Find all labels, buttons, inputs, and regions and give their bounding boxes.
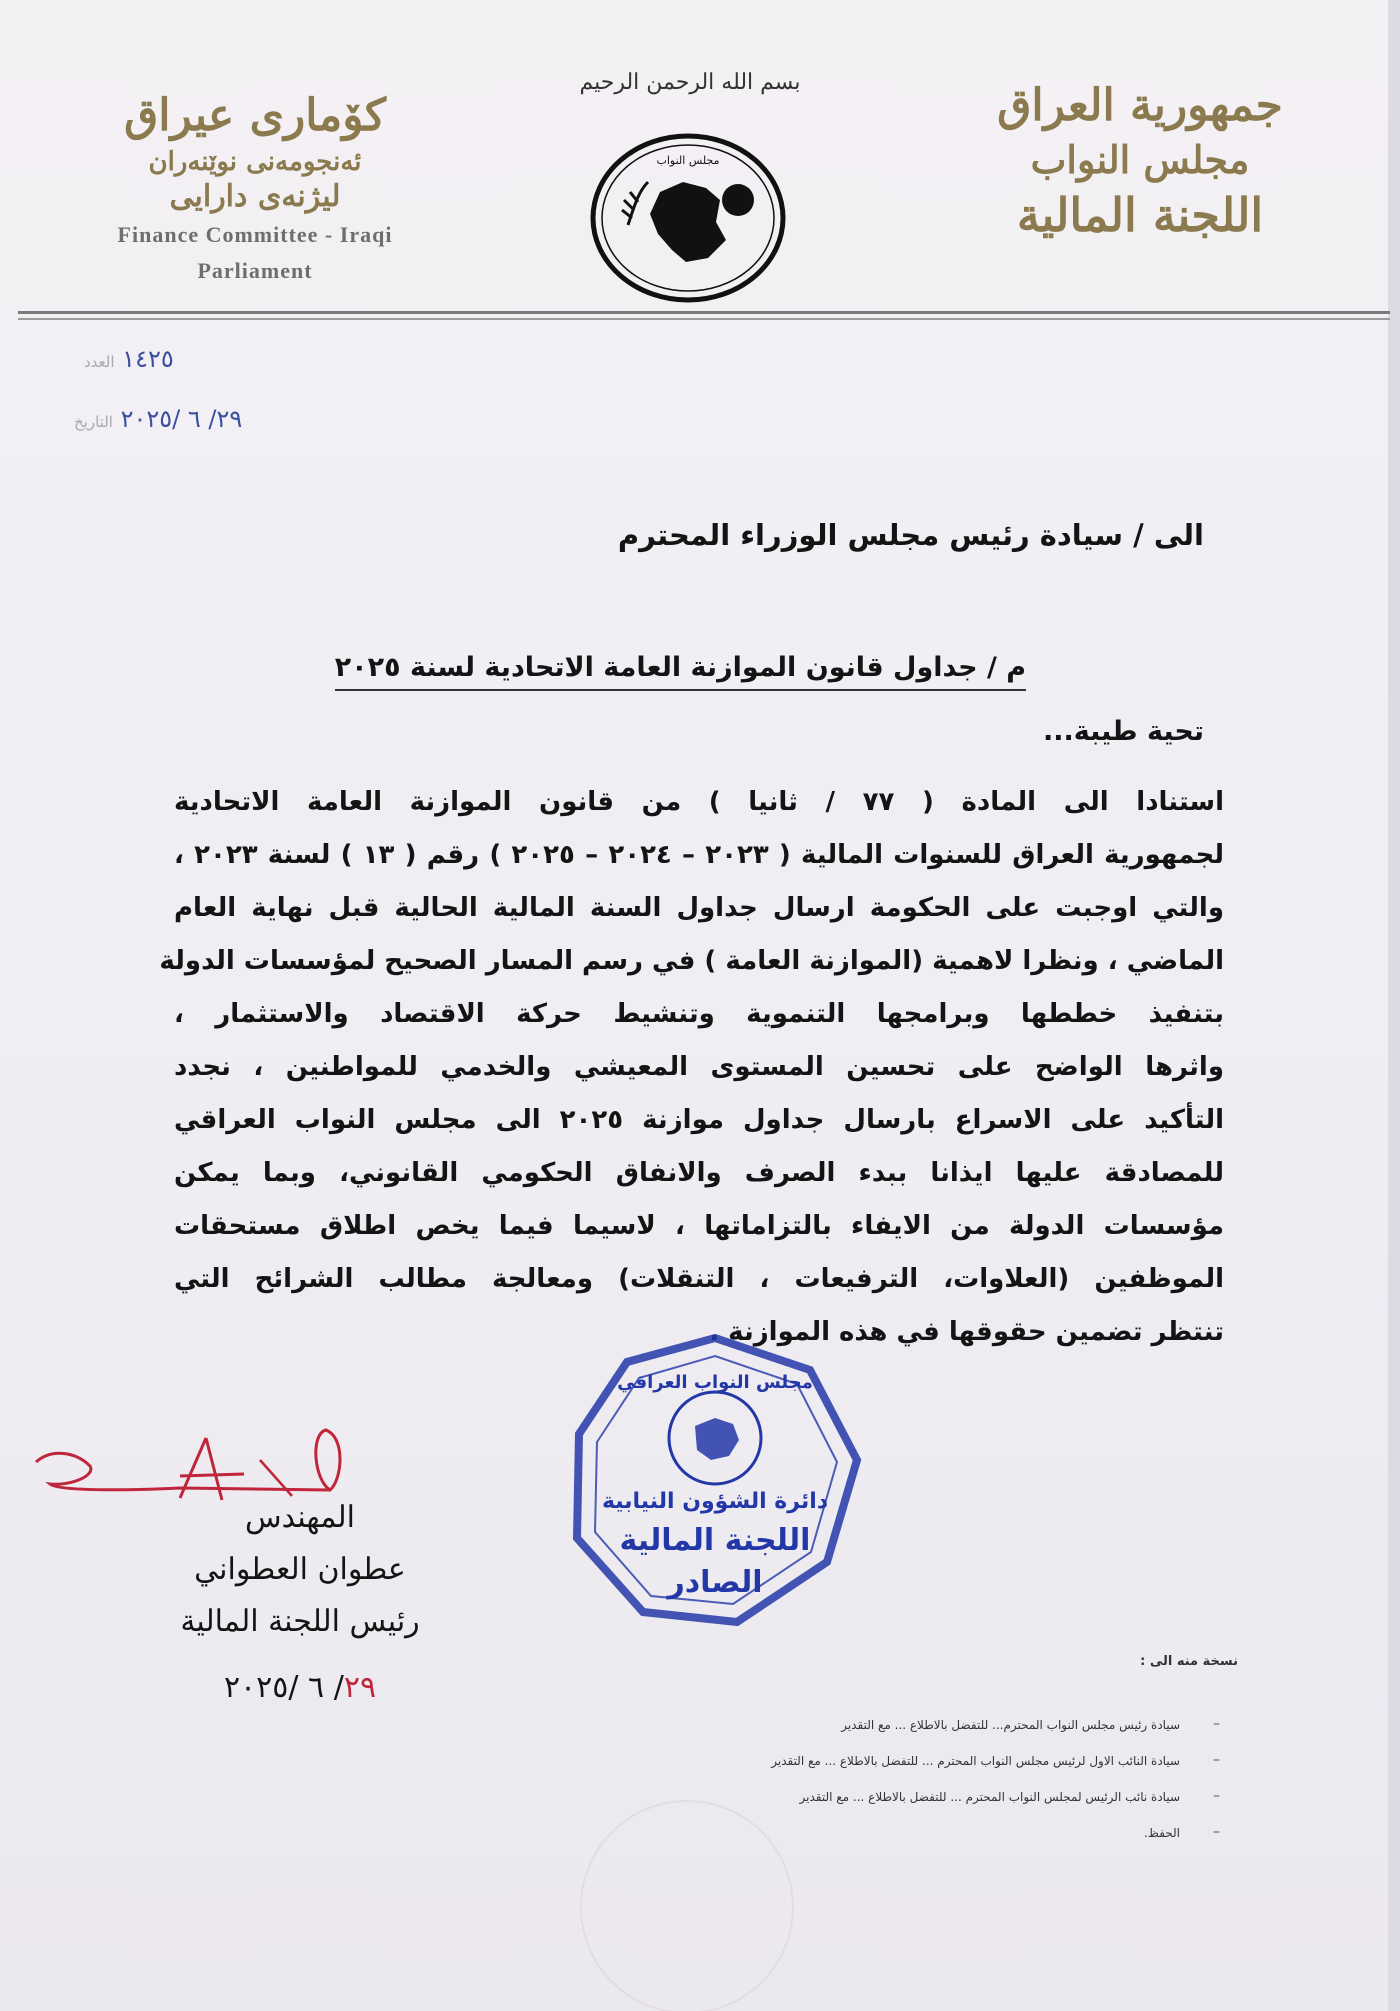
cc-item: سيادة النائب الاول لرئيس مجلس النواب المحترم ... للتفضل بالاطلاع ... مع التقدير	[771, 1754, 1180, 1768]
cc-item: سيادة نائب الرئيس لمجلس النواب المحترم ... للتفضل بالاطلاع ... مع التقدير	[799, 1790, 1180, 1804]
arabic-line-3: اللجنة المالية	[1016, 188, 1264, 242]
kurdish-line-1: کۆماری عیراق	[124, 90, 386, 141]
cc-bullet: –	[1213, 1752, 1220, 1768]
addressee: الى / سيادة رئيس مجلس الوزراء المحترم	[617, 518, 1204, 552]
body-line: للمصادقة عليها ايذانا ببدء الصرف والانفاق الحكومي القانوني، وبما يمكن	[174, 1158, 1224, 1188]
signatory-position: رئيس اللجنة المالية	[180, 1604, 420, 1639]
kurdish-line-3: لیژنەی دارایی	[169, 179, 341, 214]
reference-number-value: ١٤٢٥	[122, 345, 174, 373]
cc-title: نسخة منه الى :	[1140, 1654, 1238, 1669]
subject-line: م / جداول قانون الموازنة العامة الاتحادية لسنة ٢٠٢٥	[335, 652, 1026, 691]
body-line: واثرها الواضح على تحسين المستوى المعيشي والخدمي للمواطنين ، نجدد	[174, 1052, 1224, 1082]
arabic-line-1: جمهورية العراق	[997, 80, 1283, 131]
iraqi-parliament-emblem-icon	[588, 130, 788, 309]
signature-date-rest: / ٦ /٢٠٢٥	[223, 1670, 344, 1705]
body-line: التأكيد على الاسراع بارسال جداول موازنة ٢٠٢٥ الى مجلس النواب العراقي	[174, 1105, 1224, 1135]
stamp-ring-text: مجلس النواب العراقي	[617, 1372, 813, 1393]
reference-number-label: العدد	[84, 353, 115, 371]
cc-bullet: –	[1213, 1716, 1220, 1732]
paper-edge	[1388, 0, 1400, 2011]
official-stamp	[565, 1330, 865, 1634]
english-line-2: Parliament	[197, 258, 313, 283]
reference-date-value: ٢٩/ ٦ /٢٠٢٥	[120, 405, 243, 433]
header-right	[990, 80, 1290, 242]
cc-bullet: –	[1213, 1788, 1220, 1804]
body-line: الماضي ، ونظرا لاهمية (الموازنة العامة ) في رسم المسار الصحيح لمؤسسات الدولة	[159, 946, 1224, 976]
signature-date	[150, 1662, 450, 1714]
header-left	[60, 90, 450, 286]
basmala: بسم الله الرحمن الرحيم	[579, 70, 801, 95]
cc-bullet: –	[1213, 1824, 1220, 1840]
embossed-seal	[580, 1800, 794, 2011]
reference-date	[60, 405, 242, 433]
body-line: لجمهورية العراق للسنوات المالية ( ٢٠٢٣ – ٢٠٢٤ – ٢٠٢٥ ) رقم ( ١٣ ) لسنة ٢٠٢٣ ،	[174, 840, 1225, 870]
header-rule-thin	[18, 318, 1390, 320]
body-line: مؤسسات الدولة من الايفاء بالتزاماتها ، لاسيما فيما يخص اطلاق مستحقات	[174, 1211, 1224, 1241]
body-paragraph	[159, 776, 1225, 1359]
signature-date-day: ٢٩	[343, 1670, 377, 1705]
cc-item: سيادة رئيس مجلس النواب المحترم... للتفضل بالاطلاع ... مع التقدير	[841, 1718, 1180, 1732]
signatory-title: المهندس	[244, 1500, 356, 1535]
emblem-text: مجلس النواب	[656, 154, 720, 167]
body-line: استنادا الى المادة ( ٧٧ / ثانيا ) من قانون الموازنة العامة الاتحادية	[174, 787, 1225, 817]
stamp-line-3: الصادر	[667, 1565, 763, 1600]
body-line: الموظفين (العلاوات، الترفيعات ، التنقلات) ومعالجة مطالب الشرائح التي	[174, 1264, 1224, 1294]
reference-number	[70, 345, 174, 373]
kurdish-line-2: ئەنجومەنی نوێنەران	[148, 147, 362, 177]
signature-block	[150, 1492, 450, 1714]
stamp-line-2: اللجنة المالية	[619, 1523, 811, 1558]
body-line: والتي اوجبت على الحكومة ارسال جداول السنة المالية الحالية قبل نهاية العام	[174, 893, 1224, 923]
header-rule	[18, 311, 1390, 314]
signatory-name: عطوان العطواني	[194, 1552, 406, 1587]
arabic-line-2: مجلس النواب	[1030, 137, 1250, 182]
body-line: بتنفيذ خططها وبرامجها التنموية وتنشيط حركة الاقتصاد والاستثمار ،	[174, 999, 1224, 1029]
stamp-line-1: دائرة الشؤون النيابية	[601, 1489, 829, 1514]
cc-item: الحفظ.	[1143, 1826, 1180, 1840]
reference-date-label: التاريخ	[74, 413, 113, 431]
body-line: تنتظر تضمين حقوقها في هذه الموازنة .	[709, 1317, 1224, 1347]
english-line-1: Finance Committee - Iraqi	[117, 222, 393, 247]
greeting: تحية طيبة...	[1042, 716, 1204, 747]
